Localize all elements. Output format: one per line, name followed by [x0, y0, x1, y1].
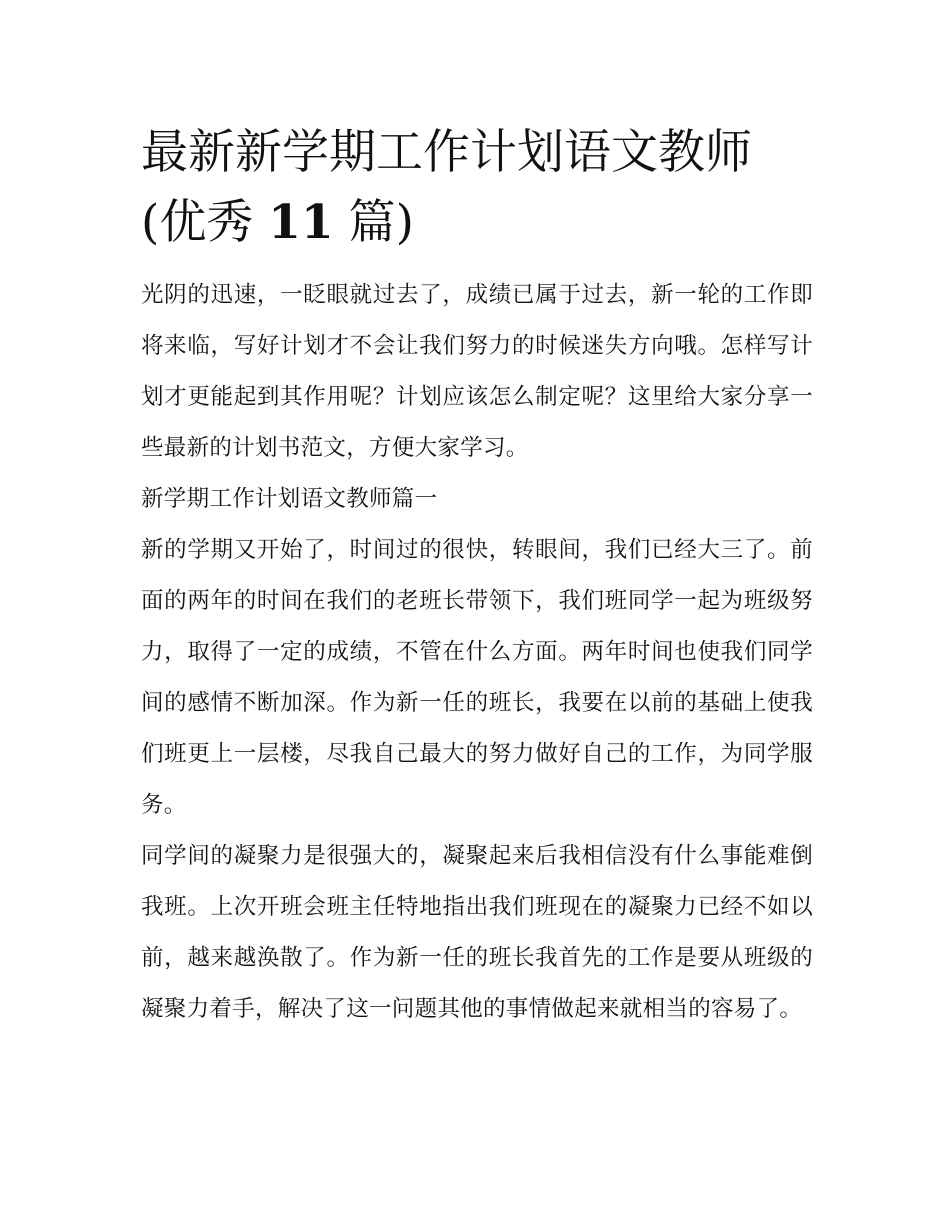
intro-paragraph: 光阴的迅速，一眨眼就过去了，成绩已属于过去，新一轮的工作即将来临，写好计划才不会让我们努力的时候迷失方向哦。怎样写计划才更能起到其作用呢？计划应该怎么制定呢？这里给大家分享一些最新的计划书范文，方便大家学习。: [141, 282, 813, 461]
document-page: [141, 118, 813, 1035]
document-body: [141, 270, 813, 1035]
body-paragraph-1: 新的学期又开始了，时间过的很快，转眼间，我们已经大三了。前面的两年的时间在我们的老班长带领下，我们班同学一起为班级努力，取得了一定的成绩，不管在什么方面。两年时间也使我们同学间的感情不断加深。作为新一任的班长，我要在以前的基础上使我们班更上一层楼，尽我自己最大的努力做好自己的工作，为同学服务。: [141, 537, 813, 818]
section-heading: 新学期工作计划语文教师篇一: [141, 486, 438, 512]
body-paragraph-2: 同学间的凝聚力是很强大的，凝聚起来后我相信没有什么事能难倒我班。上次开班会班主任特地指出我们班现在的凝聚力已经不如以前，越来越涣散了。作为新一任的班长我首先的工作是要从班级的凝聚力着手，解决了这一问题其他的事情做起来就相当的容易了。: [141, 843, 813, 1022]
title-line-1: 最新新学期工作计划语文教师: [141, 125, 752, 180]
title-line-2-number: 11: [268, 195, 334, 250]
document-title: [141, 118, 813, 258]
title-line-2-prefix: (优秀: [141, 195, 269, 250]
title-line-2-suffix: 篇): [333, 195, 414, 250]
